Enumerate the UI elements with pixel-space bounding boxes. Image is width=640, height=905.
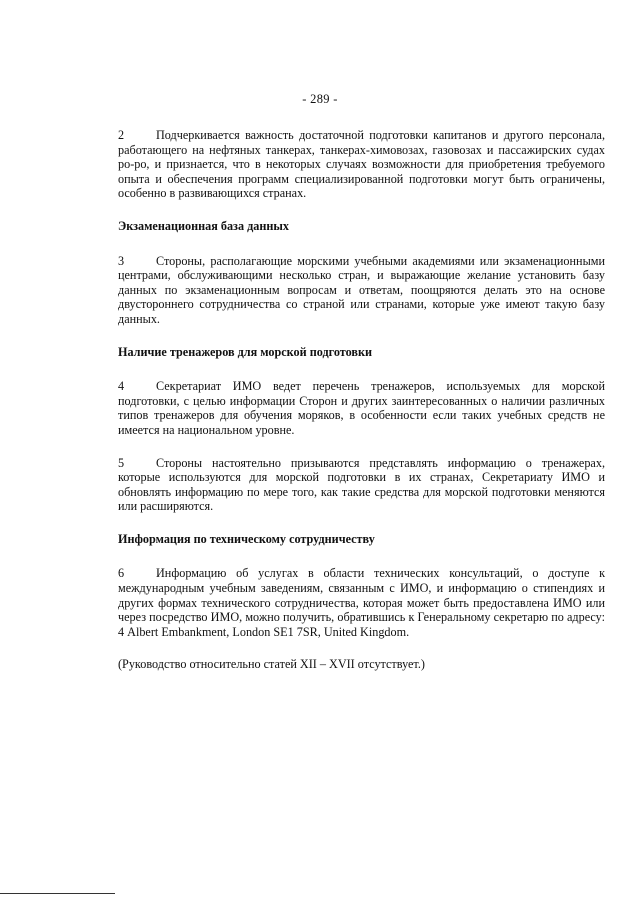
section-heading-exam-database: Экзаменационная база данных <box>118 218 289 233</box>
paragraph-text: Подчеркивается важность достаточной подготовки капитанов и другого персонала, работающего на нефтяных танкерах, танкерах-химовозах, газовозах и пассажирских судах ро-ро, и признается, что в некоторых случаях возможности для приобретения требуемого опыта и обеспечения программ специализированной подготовки могут быть ограничены, особенно в развивающихся странах. <box>118 128 605 201</box>
footer-rule <box>0 893 115 894</box>
paragraph-4 <box>118 379 605 437</box>
paragraph-number: 2 <box>118 128 125 142</box>
section-heading-tech-cooperation: Информация по техническому сотрудничеству <box>118 531 375 546</box>
document-body <box>118 128 605 690</box>
paragraph-number: 4 <box>118 379 125 394</box>
paragraph-2 <box>118 128 605 201</box>
paragraph-6 <box>118 566 605 639</box>
paragraph-5 <box>118 456 605 514</box>
section-heading-simulators: Наличие тренажеров для морской подготовки <box>118 344 373 359</box>
paragraph-number: 5 <box>118 455 125 470</box>
paragraph-number: 6 <box>118 566 125 581</box>
paragraph-3 <box>118 254 605 327</box>
paragraph-text: Информацию об услугах в области технических консультаций, о доступе к международным учебным заведениям, связанным с ИМО, и информацию о стипендиях и других формах технического сотрудничества, которая может быть предоставлена ИМО или через посредство ИМО, можно получить, обратившись к Генеральному секретарю по адресу: 4 Albert Embankment, London SE1 7SR, United Kingdom. <box>118 566 605 639</box>
paragraph-text: Стороны настоятельно призываются представлять информацию о тренажерах, которые используются для морской подготовки в их странах, Секретариату ИМО и обновлять информацию по мере того, как такие средства для морской подготовки меняются или расширяются. <box>118 455 605 514</box>
paragraph-text: Стороны, располагающие морскими учебными академиями или экзаменационными центрами, обслуживающими несколько стран, и выражающие желание установить базу данных по экзаменационным вопросам и ответам, поощряются делать это на основе двустороннего сотрудничества со страной или странами, которые уже имеют такую базу данных. <box>118 253 605 326</box>
paragraph-text: Секретариат ИМО ведет перечень тренажеров, используемых для морской подготовки, с целью информации Сторон и других заинтересованных о наличии различных типов тренажеров для обучения моряков, в особенности если таких учебных средств не имеется на национальном уровне. <box>118 379 605 437</box>
page-number: - 289 - <box>302 92 338 106</box>
paragraph-number: 3 <box>118 253 125 268</box>
closing-note: (Руководство относительно статей XII – XVII отсутствует.) <box>118 657 425 672</box>
